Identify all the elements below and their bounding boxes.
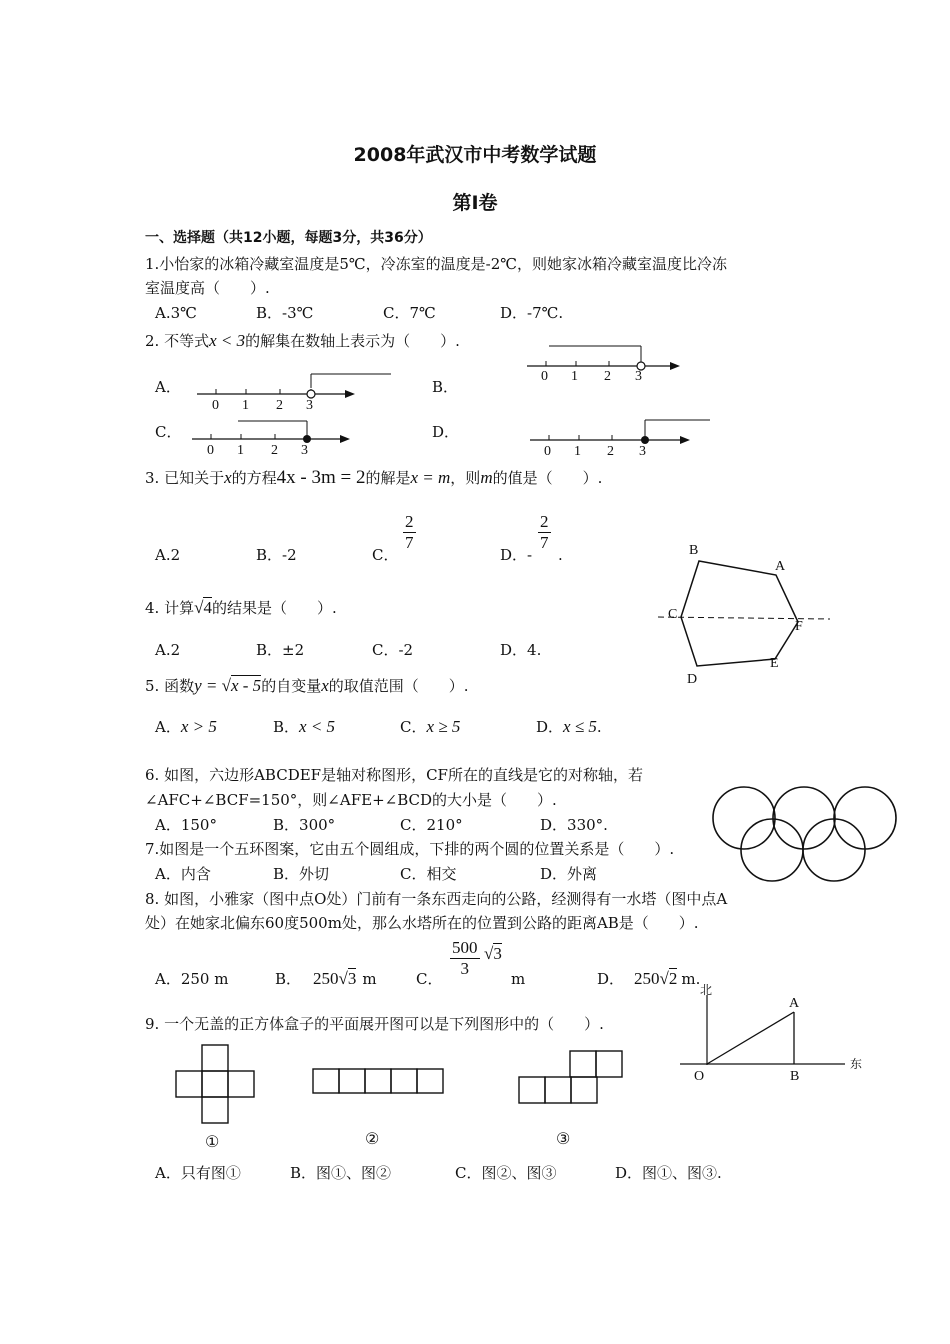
net-mark-1: ① <box>205 1134 220 1151</box>
q2a-tick-1: 1 <box>242 398 249 413</box>
q2-expr: x < 3 <box>209 331 246 350</box>
compass-east: 东 <box>850 1057 863 1071</box>
q8-option-c-label: C． <box>416 970 443 988</box>
q8-option-b: B． 250√3 m <box>275 969 377 988</box>
q5-mid: 的自变量 <box>261 677 322 695</box>
q9-option-a: A．只有图① <box>155 1164 241 1182</box>
hex-label-d: D <box>687 672 698 687</box>
q7-option-b: B．外切 <box>273 865 330 883</box>
q6-option-a: A．150° <box>155 816 217 834</box>
q5-post: 的取值范围（ ）. <box>328 677 469 695</box>
q3-eq: 4x - 3m = 2 <box>276 467 366 488</box>
q4-option-a: A.2 <box>155 641 181 659</box>
section-heading: 一、选择题（共12小题，每题3分，共36分） <box>145 230 432 246</box>
q5-option-d: D．x ≤ 5. <box>536 717 602 736</box>
q4-stem: 4. 计算√4的结果是（ ）. <box>145 598 337 617</box>
q8-option-c-rad: √3 <box>484 944 502 963</box>
q1-option-b: B．-3℃ <box>256 304 314 322</box>
q3-p1: 3. 已知关于 <box>145 469 225 487</box>
q1-line1: 1.小怡家的冰箱冷藏室温度是5℃，冷冻室的温度是-2℃，则她家冰箱冷藏室温度比冷冻 <box>145 255 728 273</box>
q2-label-b: B． <box>432 378 459 396</box>
q4-option-b: B．±2 <box>256 641 305 659</box>
q2b-tick-2: 2 <box>604 369 611 384</box>
q5-func: y = <box>194 676 222 695</box>
q6-option-d: D．330°. <box>540 816 608 834</box>
q9-line1: 9. 一个无盖的正方体盒子的平面展开图可以是下列图形中的（ ）. <box>145 1015 604 1033</box>
q6-option-b: B．300° <box>273 816 336 834</box>
net-mark-3: ③ <box>556 1131 571 1148</box>
q5-radicand: x - 5 <box>230 676 262 695</box>
q2c-tick-3: 3 <box>301 443 308 458</box>
q5-pre: 5. 函数 <box>145 677 195 695</box>
compass-b: B <box>790 1069 800 1084</box>
q2b-tick-0: 0 <box>541 369 548 384</box>
q8-line1: 8. 如图，小雅家（图中点O处）门前有一条东西走向的公路，经测得有一水塔（图中点A <box>145 890 728 908</box>
q2b-tick-1: 1 <box>571 369 578 384</box>
q4-option-c: C．-2 <box>372 641 414 659</box>
q3-option-c-frac: $\frac{2}{7}$ <box>405 512 414 552</box>
q2c-tick-1: 1 <box>237 443 244 458</box>
q2a-tick-2: 2 <box>276 398 283 413</box>
q3-option-c-label: C． <box>372 546 399 564</box>
net-1 <box>176 1045 254 1123</box>
q3-sol: x = m <box>410 468 451 487</box>
q1-option-a: A.3℃ <box>155 304 197 322</box>
q2d-tick-3: 3 <box>639 444 646 459</box>
net-2 <box>313 1069 443 1093</box>
q3-x: x <box>224 468 232 487</box>
q5-option-a: A．x > 5 <box>155 717 217 736</box>
q3-p2: 的方程 <box>231 469 277 487</box>
q2d-tick-0: 0 <box>544 444 551 459</box>
net-3 <box>519 1051 622 1103</box>
q4-post: 的结果是（ ）. <box>211 599 337 617</box>
q2b-tick-3: 3 <box>635 369 642 384</box>
q8-option-d: D． 250√2 m. <box>597 969 701 988</box>
q2d-tick-1: 1 <box>574 444 581 459</box>
q9-option-c: C．图②、图③ <box>455 1164 557 1182</box>
q3-p3: 的解是 <box>365 469 411 487</box>
q3-option-d-label: D．- <box>500 546 533 564</box>
q8-option-c-frac: $\frac{500}{3}$ <box>452 938 478 978</box>
compass-north: 北 <box>700 983 713 997</box>
net-mark-2: ② <box>365 1131 380 1148</box>
q3-p5: 的值是（ ）. <box>492 469 603 487</box>
q5-x: x <box>321 676 329 695</box>
q2a-tick-0: 0 <box>212 398 219 413</box>
q2d-tick-2: 2 <box>607 444 614 459</box>
q4-radicand: 4 <box>203 598 212 617</box>
page-title: 2008年武汉市中考数学试题 <box>353 144 597 166</box>
q9-option-b: B．图①、图② <box>290 1164 392 1182</box>
q1-option-d: D．-7℃. <box>500 304 564 322</box>
q7-line1: 7.如图是一个五环图案，它由五个圆组成，下排的两个圆的位置关系是（ ）. <box>145 840 675 858</box>
q4-option-d: D．4. <box>500 641 542 659</box>
q2-label-c: C． <box>155 423 182 441</box>
q7-option-d: D．外离 <box>540 865 598 883</box>
volume-title: 第Ⅰ卷 <box>452 192 498 214</box>
hex-label-f: F <box>795 619 803 634</box>
q3-p4: ，则 <box>450 469 481 487</box>
q6-line2: ∠AFC+∠BCF=150°，则∠AFE+∠BCD的大小是（ ）. <box>145 791 557 809</box>
q9-option-d: D．图①、图③. <box>615 1164 722 1182</box>
q2a-tick-3: 3 <box>306 398 313 413</box>
q5-option-c: C．x ≥ 5 <box>400 717 461 736</box>
q3-option-a: A.2 <box>155 546 181 564</box>
q2-pre: 2. 不等式 <box>145 332 210 350</box>
hex-label-c: C <box>668 607 678 622</box>
q2-label-a: A． <box>155 378 181 396</box>
q7-option-c: C．相交 <box>400 865 457 883</box>
q3-option-b: B．-2 <box>256 546 297 564</box>
q7-option-a: A．内含 <box>155 865 211 883</box>
hex-label-e: E <box>770 656 779 671</box>
q8-option-c-unit: m <box>511 970 526 988</box>
q8-option-a: A．250 m <box>155 970 229 988</box>
q8-line2: 处）在她家北偏东60度500m处，那么水塔所在的位置到公路的距离AB是（ ）. <box>145 914 699 932</box>
q4-pre: 4. 计算 <box>145 599 195 617</box>
q1-line2: 室温度高（ ）. <box>145 279 270 297</box>
q2-post: 的解集在数轴上表示为（ ）. <box>245 332 460 350</box>
q2-label-d: D． <box>432 423 460 441</box>
q2c-tick-0: 0 <box>207 443 214 458</box>
hex-label-a: A <box>775 559 786 574</box>
q3-option-d-period: . <box>558 546 563 564</box>
q6-option-c: C．210° <box>400 816 463 834</box>
compass-a: A <box>789 996 800 1011</box>
compass-o: O <box>694 1069 705 1084</box>
q1-option-c: C．7℃ <box>383 304 436 322</box>
q2c-tick-2: 2 <box>271 443 278 458</box>
q3-m: m <box>480 468 493 487</box>
q5-option-b: B．x < 5 <box>273 717 336 736</box>
q3-option-d-frac: $\frac{2}{7}$ <box>540 512 549 552</box>
hex-label-b: B <box>689 543 699 558</box>
q6-line1: 6. 如图，六边形ABCDEF是轴对称图形，CF所在的直线是它的对称轴，若 <box>145 766 643 784</box>
q5-stem: 5. 函数y = √x - 5的自变量x的取值范围（ ）. <box>145 676 469 695</box>
